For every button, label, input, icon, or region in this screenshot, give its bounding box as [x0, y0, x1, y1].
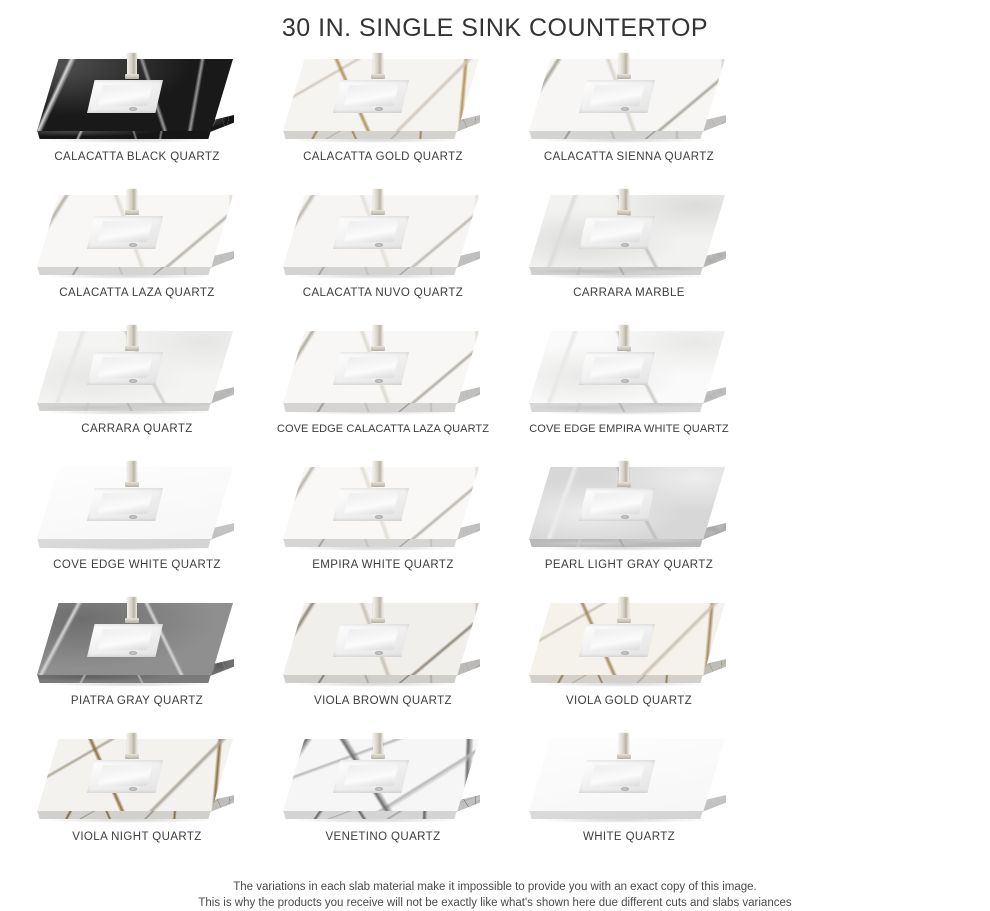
countertop-image[interactable]: [37, 733, 237, 829]
countertop-card[interactable]: [506, 325, 752, 461]
faucet-icon: [371, 461, 385, 489]
countertop-render: [37, 53, 237, 145]
sink-basin: [579, 80, 655, 113]
countertop-render: [37, 189, 237, 281]
drain-icon: [621, 651, 629, 655]
faucet-icon: [125, 325, 139, 353]
countertop-render: [529, 461, 729, 553]
sink-basin: [333, 352, 409, 385]
countertop-render: [283, 733, 483, 825]
faucet-icon: [617, 733, 631, 761]
countertop-render: [283, 325, 483, 417]
sink-basin: [333, 624, 409, 657]
drain-icon: [621, 107, 629, 111]
countertop-render: [37, 325, 237, 417]
countertop-render: [529, 733, 729, 825]
sink-basin: [87, 352, 163, 385]
countertop-label: WHITE QUARTZ: [582, 831, 676, 843]
countertop-label: CARRARA QUARTZ: [81, 423, 193, 435]
faucet-icon: [125, 461, 139, 489]
front-edge: [37, 266, 211, 275]
faucet-icon: [125, 189, 139, 217]
drain-icon: [621, 243, 629, 247]
footer-line-2: This is why the products you receive will not be exactly like what's shown here due different cuts and slabs variances: [198, 897, 792, 909]
countertop-render: [283, 189, 483, 281]
front-edge: [37, 674, 211, 683]
countertop-card[interactable]: [14, 53, 260, 189]
drain-icon: [129, 787, 137, 791]
countertop-grid: [0, 53, 990, 869]
countertop-card[interactable]: [260, 597, 506, 733]
faucet-icon: [371, 53, 385, 81]
front-edge: [283, 538, 457, 547]
countertop-card[interactable]: [260, 189, 506, 325]
countertop-render: [529, 53, 729, 145]
front-edge: [529, 130, 703, 139]
countertop-image[interactable]: [529, 597, 729, 693]
front-edge: [529, 538, 703, 547]
countertop-render: [37, 733, 237, 825]
countertop-render: [529, 597, 729, 689]
countertop-image[interactable]: [529, 189, 729, 285]
countertop-card[interactable]: [506, 733, 752, 869]
countertop-render: [529, 189, 729, 281]
drain-icon: [375, 379, 383, 383]
front-edge: [37, 810, 211, 819]
drain-icon: [129, 107, 137, 111]
faucet-icon: [371, 733, 385, 761]
footer-line-1: The variations in each slab material make it impossible to provide you with an exact copy of this image.: [233, 881, 757, 893]
countertop-label: VENETINO QUARTZ: [325, 831, 441, 843]
countertop-label: VIOLA NIGHT QUARTZ: [72, 831, 202, 843]
countertop-image[interactable]: [37, 325, 237, 421]
countertop-label: PIATRA GRAY QUARTZ: [70, 695, 204, 707]
sink-basin: [579, 488, 655, 521]
countertop-label: CALACATTA SIENNA QUARTZ: [543, 151, 715, 163]
countertop-card[interactable]: [14, 733, 260, 869]
drain-icon: [375, 651, 383, 655]
countertop-label: VIOLA GOLD QUARTZ: [565, 695, 693, 707]
drain-icon: [375, 243, 383, 247]
faucet-icon: [125, 733, 139, 761]
sink-basin: [579, 624, 655, 657]
countertop-image[interactable]: [283, 597, 483, 693]
front-edge: [37, 130, 211, 139]
countertop-image[interactable]: [529, 733, 729, 829]
sink-basin: [333, 488, 409, 521]
faucet-icon: [617, 53, 631, 81]
faucet-icon: [371, 189, 385, 217]
countertop-label: CALACATTA BLACK QUARTZ: [54, 151, 220, 163]
sink-basin: [87, 216, 163, 249]
countertop-render: [37, 597, 237, 689]
sink-basin: [87, 624, 163, 657]
faucet-icon: [617, 461, 631, 489]
countertop-image[interactable]: [283, 189, 483, 285]
drain-icon: [621, 787, 629, 791]
front-edge: [283, 810, 457, 819]
countertop-render: [529, 325, 729, 417]
countertop-image[interactable]: [529, 325, 729, 421]
countertop-image[interactable]: [37, 53, 237, 149]
countertop-card[interactable]: [506, 597, 752, 733]
countertop-image[interactable]: [529, 53, 729, 149]
countertop-card[interactable]: [260, 53, 506, 189]
faucet-icon: [617, 189, 631, 217]
countertop-card[interactable]: [14, 325, 260, 461]
countertop-image[interactable]: [37, 461, 237, 557]
faucet-icon: [371, 325, 385, 353]
faucet-icon: [125, 597, 139, 625]
countertop-image[interactable]: [37, 597, 237, 693]
page-title: 30 IN. SINGLE SINK COUNTERTOP: [281, 14, 709, 42]
countertop-card[interactable]: [260, 461, 506, 597]
countertop-label: COVE EDGE EMPIRA WHITE QUARTZ: [529, 423, 729, 435]
faucet-icon: [125, 53, 139, 81]
footer-disclaimer: [0, 879, 990, 911]
front-edge: [283, 266, 457, 275]
drain-icon: [621, 379, 629, 383]
sink-basin: [333, 760, 409, 793]
countertop-label: CALACATTA LAZA QUARTZ: [59, 287, 215, 299]
front-edge: [283, 674, 457, 683]
countertop-card[interactable]: [506, 189, 752, 325]
faucet-icon: [371, 597, 385, 625]
front-edge: [283, 130, 457, 139]
front-edge: [37, 402, 211, 411]
countertop-label: CALACATTA GOLD QUARTZ: [303, 151, 463, 163]
drain-icon: [375, 787, 383, 791]
countertop-card[interactable]: [14, 461, 260, 597]
sink-basin: [87, 488, 163, 521]
countertop-label: CALACATTA NUVO QUARTZ: [302, 287, 464, 299]
countertop-image[interactable]: [529, 461, 729, 557]
drain-icon: [129, 379, 137, 383]
countertop-card[interactable]: [506, 461, 752, 597]
countertop-card[interactable]: [260, 325, 506, 461]
sink-basin: [333, 216, 409, 249]
sink-basin: [333, 80, 409, 113]
countertop-label: EMPIRA WHITE QUARTZ: [312, 559, 454, 571]
front-edge: [529, 810, 703, 819]
countertop-card[interactable]: [506, 53, 752, 189]
sink-basin: [579, 352, 655, 385]
countertop-label: COVE EDGE WHITE QUARTZ: [53, 559, 221, 571]
drain-icon: [129, 243, 137, 247]
front-edge: [529, 266, 703, 275]
countertop-image[interactable]: [283, 325, 483, 421]
countertop-label: CARRARA MARBLE: [573, 287, 685, 299]
countertop-card[interactable]: [14, 189, 260, 325]
countertop-render: [37, 461, 237, 553]
countertop-render: [283, 597, 483, 689]
faucet-icon: [617, 597, 631, 625]
countertop-render: [283, 53, 483, 145]
drain-icon: [129, 651, 137, 655]
faucet-icon: [617, 325, 631, 353]
countertop-card[interactable]: [14, 597, 260, 733]
countertop-label: PEARL LIGHT GRAY QUARTZ: [544, 559, 714, 571]
countertop-label: COVE EDGE CALACATTA LAZA QUARTZ: [276, 423, 490, 435]
countertop-card[interactable]: [260, 733, 506, 869]
drain-icon: [129, 515, 137, 519]
drain-icon: [621, 515, 629, 519]
sink-basin: [579, 216, 655, 249]
countertop-label: VIOLA BROWN QUARTZ: [314, 695, 452, 707]
countertop-image[interactable]: [283, 733, 483, 829]
drain-icon: [375, 107, 383, 111]
sink-basin: [87, 760, 163, 793]
countertop-image[interactable]: [283, 53, 483, 149]
countertop-image[interactable]: [37, 189, 237, 285]
countertop-render: [283, 461, 483, 553]
drain-icon: [375, 515, 383, 519]
countertop-image[interactable]: [283, 461, 483, 557]
front-edge: [529, 674, 703, 683]
sink-basin: [579, 760, 655, 793]
sink-basin: [87, 80, 163, 113]
